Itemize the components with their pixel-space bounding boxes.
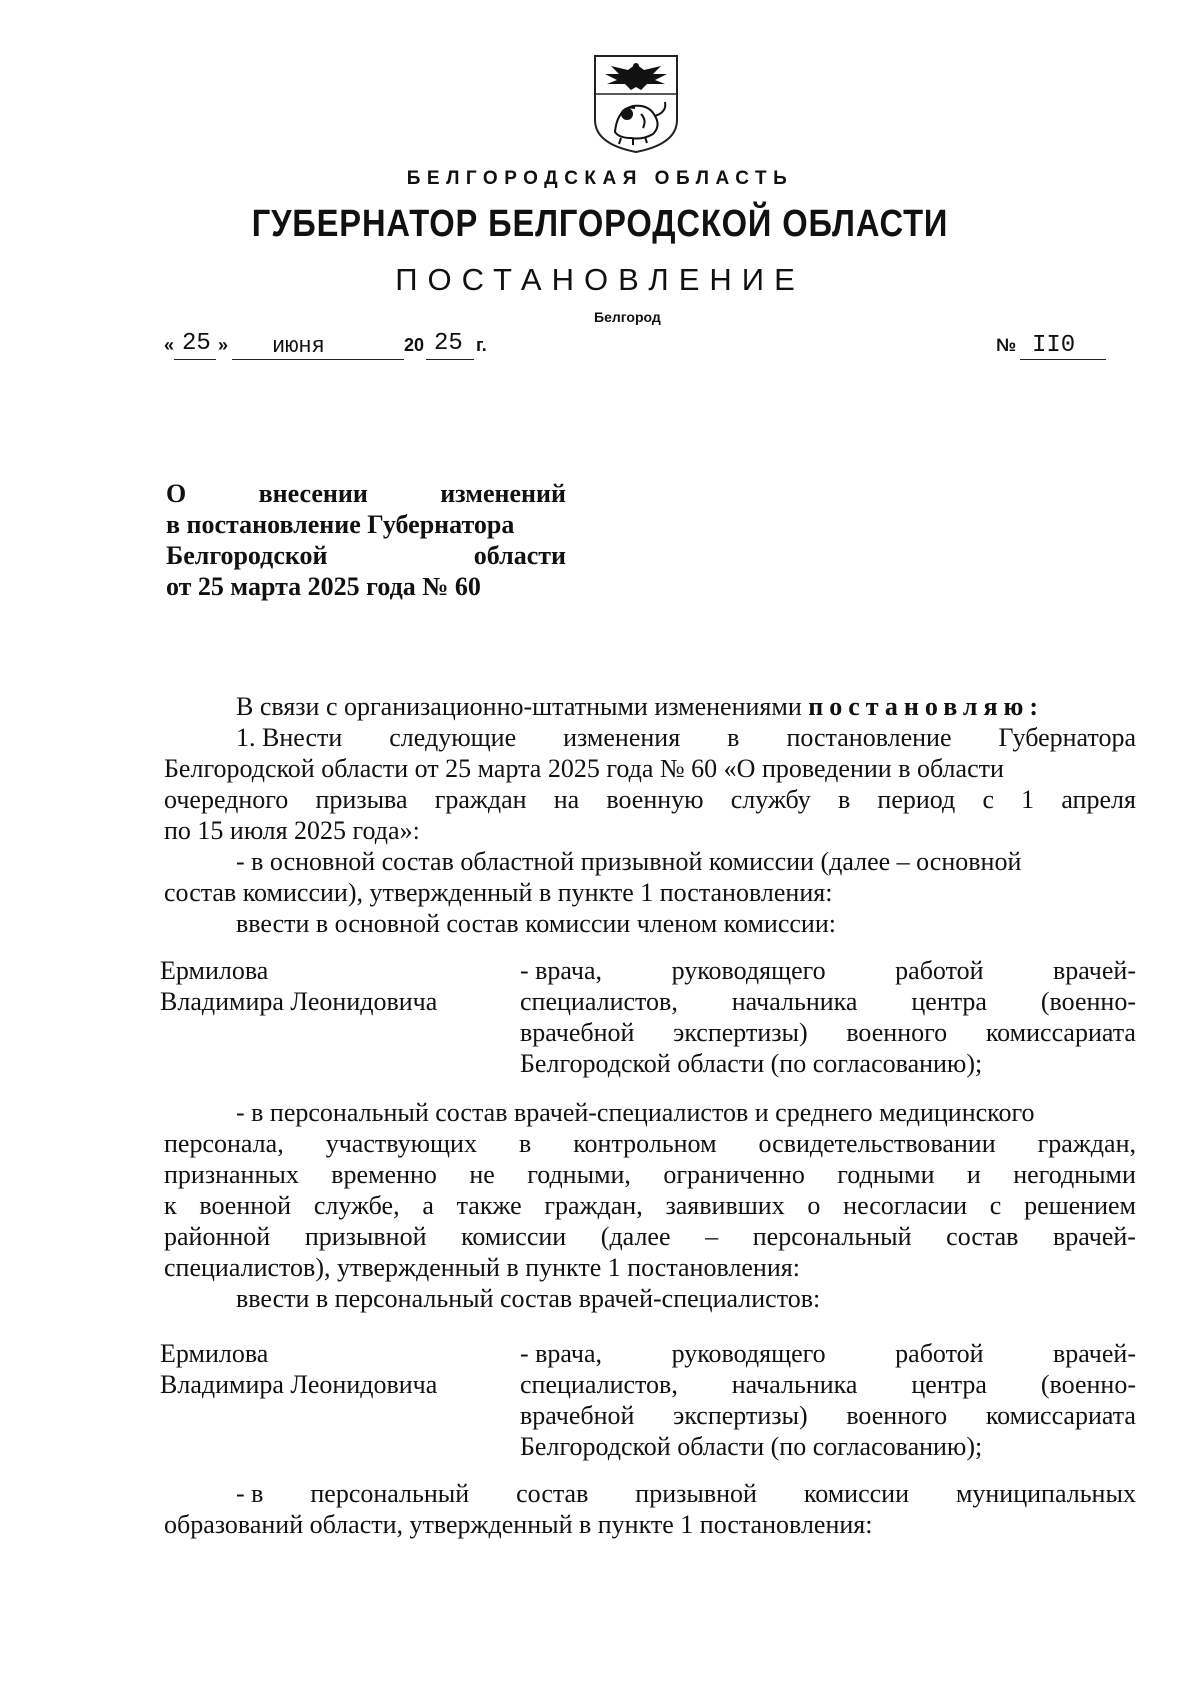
word: 1. Внести bbox=[236, 723, 343, 752]
person-1-description bbox=[520, 955, 1136, 1079]
date-close-quote: » bbox=[218, 335, 229, 355]
text-line bbox=[164, 1283, 1136, 1314]
person-2-name bbox=[160, 1338, 480, 1400]
word: центра bbox=[911, 1370, 987, 1399]
word: следующие bbox=[389, 723, 517, 752]
name-line: Ермилова bbox=[160, 1339, 269, 1368]
word: 1 bbox=[1021, 785, 1035, 814]
word: участвующих bbox=[325, 1129, 477, 1158]
word: врачей- bbox=[1053, 956, 1136, 985]
word: заявивших bbox=[665, 1191, 785, 1220]
word: - в персональный состав врачей-специалистов и среднего медицинского bbox=[236, 1098, 1035, 1127]
title-word: изменений bbox=[440, 479, 566, 508]
text-line bbox=[520, 1048, 1136, 1079]
preamble-text: В связи с организационно-штатными изменениями bbox=[236, 692, 802, 721]
word: врачебной bbox=[520, 1401, 635, 1430]
word: призыва bbox=[315, 785, 408, 814]
word: призывной bbox=[635, 1479, 757, 1508]
word: призывной bbox=[304, 1222, 427, 1251]
word: постановление bbox=[786, 723, 952, 752]
day-underline bbox=[174, 359, 216, 360]
word: муниципальных bbox=[955, 1479, 1136, 1508]
word: работой bbox=[895, 956, 984, 985]
city-label: Белгород bbox=[594, 309, 661, 325]
text-line bbox=[520, 1017, 1136, 1048]
title-line bbox=[166, 540, 566, 571]
title-word: области bbox=[473, 541, 566, 570]
date-day: 25 bbox=[182, 330, 211, 357]
text-line bbox=[164, 877, 1136, 908]
word: начальника bbox=[731, 1370, 858, 1399]
word: освидетельствовании bbox=[758, 1129, 996, 1158]
person-2-description bbox=[520, 1338, 1136, 1462]
word: – bbox=[705, 1222, 719, 1251]
text-line bbox=[164, 1509, 1136, 1540]
word: (военно- bbox=[1040, 1370, 1136, 1399]
date-month: июня bbox=[272, 334, 325, 359]
word: (далее bbox=[600, 1222, 671, 1251]
text-line bbox=[520, 986, 1136, 1017]
text-line bbox=[164, 1159, 1136, 1190]
word: врачебной bbox=[520, 1018, 635, 1047]
decree-word: постановляю: bbox=[808, 692, 1045, 721]
word: врачей- bbox=[1053, 1222, 1136, 1251]
date-year-prefix: 20 bbox=[404, 335, 425, 355]
word: годными bbox=[837, 1160, 935, 1189]
word: персонала, bbox=[164, 1129, 284, 1158]
word: комиссии bbox=[803, 1479, 909, 1508]
word: Белгородской области от 25 марта 2025 года № 60 «О проведении в области bbox=[164, 754, 1004, 783]
word: службе, bbox=[313, 1191, 400, 1220]
word: о bbox=[807, 1191, 821, 1220]
text-line bbox=[164, 1190, 1136, 1221]
person-1-name bbox=[160, 955, 480, 1017]
text-line bbox=[164, 784, 1136, 815]
word: граждан bbox=[434, 785, 527, 814]
word: и bbox=[966, 1160, 981, 1189]
word: состав комиссии), утвержденный в пункте 1 постановления: bbox=[164, 878, 833, 907]
text-line bbox=[520, 1369, 1136, 1400]
word: в bbox=[727, 723, 740, 752]
word: персональный bbox=[752, 1222, 912, 1251]
word: период bbox=[877, 785, 956, 814]
word: специалистов, bbox=[520, 1370, 678, 1399]
number-underline bbox=[1020, 359, 1106, 360]
document-title bbox=[166, 478, 566, 602]
word: по 15 июля 2025 года»: bbox=[164, 816, 420, 845]
word: не bbox=[469, 1160, 495, 1189]
number-label: № bbox=[996, 335, 1017, 355]
word: состав bbox=[516, 1479, 589, 1508]
text-line bbox=[164, 815, 1136, 846]
authority-heading: ГУБЕРНАТОР БЕЛГОРОДСКОЙ ОБЛАСТИ bbox=[251, 203, 949, 245]
word: временно bbox=[331, 1160, 437, 1189]
word: изменения bbox=[563, 723, 681, 752]
word: специалистов, bbox=[520, 987, 678, 1016]
word: комиссариата bbox=[985, 1018, 1136, 1047]
word: районной bbox=[164, 1222, 271, 1251]
preamble bbox=[164, 691, 1136, 722]
coat-of-arms-icon bbox=[591, 54, 681, 154]
word: контрольном bbox=[573, 1129, 717, 1158]
title-line bbox=[166, 509, 566, 540]
word: руководящего bbox=[671, 1339, 826, 1368]
date-year-suffix: 25 bbox=[434, 330, 463, 357]
word: также bbox=[456, 1191, 522, 1220]
word: граждан, bbox=[544, 1191, 643, 1220]
word: состав bbox=[946, 1222, 1019, 1251]
word: образований области, утвержденный в пункте 1 постановления: bbox=[164, 1510, 873, 1539]
text-line bbox=[164, 1097, 1136, 1128]
text-line bbox=[164, 1221, 1136, 1252]
word: работой bbox=[895, 1339, 984, 1368]
name-line: Владимира Леонидовича bbox=[160, 987, 438, 1016]
section-main-commission bbox=[164, 846, 1136, 939]
word: - врача, bbox=[520, 956, 603, 985]
date-open-quote: « bbox=[164, 335, 175, 355]
word: решением bbox=[1024, 1191, 1136, 1220]
word: в bbox=[518, 1129, 532, 1158]
word: комиссии bbox=[461, 1222, 567, 1251]
word: военную bbox=[606, 785, 704, 814]
title-word: Белгородской bbox=[166, 541, 328, 570]
word: военного bbox=[846, 1018, 948, 1047]
title-word: внесении bbox=[258, 479, 368, 508]
word: врачей- bbox=[1053, 1339, 1136, 1368]
word: руководящего bbox=[671, 956, 826, 985]
word: экспертизы) bbox=[673, 1401, 808, 1430]
title-word: от 25 марта 2025 года № 60 bbox=[166, 572, 481, 601]
word: ввести в персональный состав врачей-специалистов: bbox=[236, 1284, 821, 1313]
word: граждан, bbox=[1037, 1129, 1136, 1158]
word: в bbox=[837, 785, 851, 814]
word: Белгородской области (по согласованию); bbox=[520, 1432, 983, 1461]
text-line bbox=[520, 955, 1136, 986]
text-line bbox=[164, 1478, 1136, 1509]
text-line bbox=[164, 753, 1136, 784]
title-line bbox=[166, 478, 566, 509]
word: ограниченно bbox=[663, 1160, 805, 1189]
text-line bbox=[164, 1252, 1136, 1283]
word: к bbox=[164, 1191, 177, 1220]
word: - в bbox=[236, 1479, 264, 1508]
text-line bbox=[164, 1128, 1136, 1159]
word: с bbox=[982, 785, 994, 814]
word: военной bbox=[199, 1191, 292, 1220]
word: - в основной состав областной призывной комиссии (далее – основной bbox=[236, 847, 1022, 876]
region-heading: БЕЛГОРОДСКАЯ ОБЛАСТЬ bbox=[406, 168, 794, 189]
date-year-abbr: г. bbox=[476, 335, 487, 355]
word: экспертизы) bbox=[673, 1018, 808, 1047]
year-underline bbox=[426, 359, 474, 360]
document-type-heading: ПОСТАНОВЛЕНИЕ bbox=[395, 262, 805, 297]
word: апреля bbox=[1061, 785, 1136, 814]
word: персональный bbox=[310, 1479, 470, 1508]
document-number: II0 bbox=[1032, 332, 1076, 359]
word: комиссариата bbox=[985, 1401, 1136, 1430]
text-line bbox=[164, 908, 1136, 939]
title-line bbox=[166, 571, 566, 602]
month-underline bbox=[232, 359, 404, 360]
name-line: Владимира Леонидовича bbox=[160, 1370, 438, 1399]
text-line bbox=[164, 722, 1136, 753]
word: признанных bbox=[164, 1160, 299, 1189]
item-1 bbox=[164, 722, 1136, 846]
text-line bbox=[164, 846, 1136, 877]
word: военного bbox=[846, 1401, 948, 1430]
word: центра bbox=[911, 987, 987, 1016]
word: несогласии bbox=[843, 1191, 968, 1220]
word: (военно- bbox=[1040, 987, 1136, 1016]
word: Губернатора bbox=[998, 723, 1136, 752]
word: а bbox=[422, 1191, 434, 1220]
word: Белгородской области (по согласованию); bbox=[520, 1049, 983, 1078]
word: негодными bbox=[1013, 1160, 1136, 1189]
title-word: О bbox=[166, 479, 187, 508]
text-line bbox=[520, 1400, 1136, 1431]
section-municipal-commission bbox=[164, 1478, 1136, 1540]
word: службу bbox=[730, 785, 811, 814]
name-line: Ермилова bbox=[160, 956, 269, 985]
word: годными, bbox=[527, 1160, 631, 1189]
word: на bbox=[553, 785, 580, 814]
word: - врача, bbox=[520, 1339, 603, 1368]
word: с bbox=[989, 1191, 1002, 1220]
section-specialists bbox=[164, 1097, 1136, 1314]
word: начальника bbox=[731, 987, 858, 1016]
word: ввести в основной состав комиссии членом комиссии: bbox=[236, 909, 836, 938]
text-line bbox=[520, 1431, 1136, 1462]
text-line bbox=[520, 1338, 1136, 1369]
word: специалистов), утвержденный в пункте 1 постановления: bbox=[164, 1253, 800, 1282]
title-word: в постановление Губернатора bbox=[166, 510, 515, 539]
word: очередного bbox=[164, 785, 289, 814]
